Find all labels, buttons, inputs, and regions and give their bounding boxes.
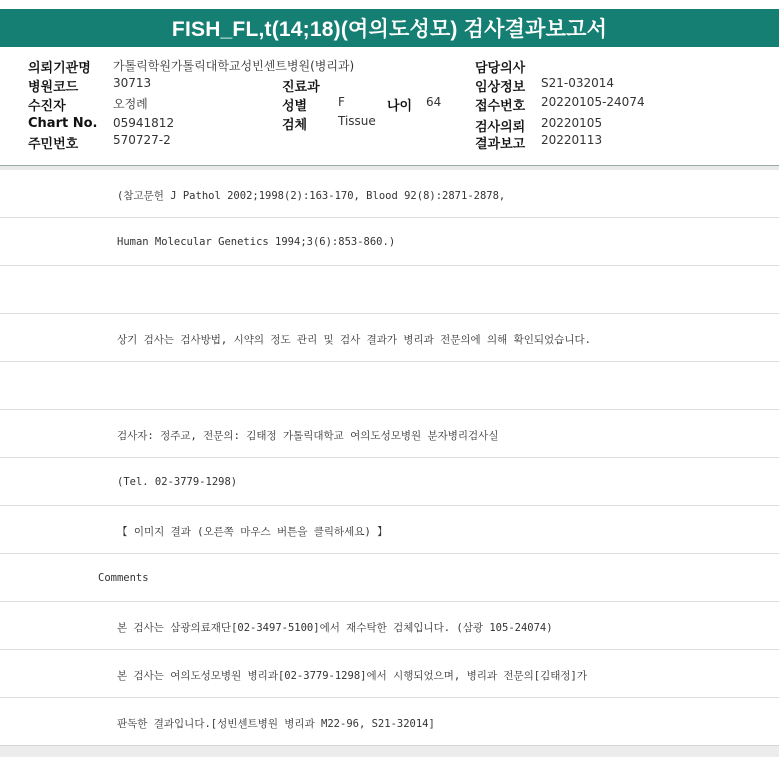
request-date-label: 검사의뢰 [475,120,526,135]
sex-value: F [338,95,345,109]
result-line: 본 검사는 여의도성모병원 병리과[02-3779-1298]에서 시행되었으며, 병리과 전문의[김태정]가 [117,670,587,682]
specimen-label: 검체 [282,118,308,133]
reception-no-value: 20220105-24074 [541,95,645,109]
hospital-code-value: 30713 [113,76,152,90]
result-row [0,698,779,746]
result-line: 상기 검사는 검사방법, 시약의 정도 관리 및 검사 결과가 병리과 전문의에 의해 확인되었습니다. [117,334,591,346]
patient-label: 수진자 [28,99,66,114]
result-line: 검사자: 정주교, 전문의: 김태정 가톨릭대학교 여의도성모병원 분자병리검사실 [117,430,499,442]
clinical-info-label: 임상정보 [475,80,526,95]
age-label: 나이 [387,99,413,114]
result-line: 판독한 결과입니다.[성빈센트병원 병리과 M22-96, S21-32014] [117,718,435,730]
result-row [0,266,779,314]
result-row [0,314,779,362]
reception-no-label: 접수번호 [475,99,526,114]
specimen-value: Tissue [338,114,376,128]
result-row [0,554,779,602]
institution-label: 의뢰기관명 [28,61,91,76]
comments-heading: Comments [98,572,149,584]
result-row [0,458,779,506]
resident-no-value: 570727-2 [113,133,171,147]
result-line: (참고문헌 J Pathol 2002;1998(2):163-170, Blood 92(8):2871-2878, [117,190,506,202]
report-date-label: 결과보고 [475,137,526,152]
result-row [0,170,779,218]
result-row [0,410,779,458]
clinical-info-value: S21-032014 [541,76,615,90]
chart-no-value: 05941812 [113,116,175,130]
result-row [0,650,779,698]
resident-no-label: 주민번호 [28,137,79,152]
report-title: FISH_FL,t(14;18)(여의도성모) 검사결과보고서 [0,9,779,47]
image-result-link[interactable]: 【 이미지 결과 (오른쪽 마우스 버튼을 클릭하세요) 】 [117,526,388,538]
result-line: Human Molecular Genetics 1994;3(6):853-860.) [117,236,396,248]
result-row [0,218,779,266]
patient-value: 오정례 [113,97,148,111]
horizontal-scrollbar[interactable] [0,745,779,757]
result-row [0,602,779,650]
result-row[interactable] [0,506,779,554]
age-value: 64 [426,95,442,109]
patient-info-panel [0,51,779,166]
hospital-code-label: 병원코드 [28,80,79,95]
department-label: 진료과 [282,80,320,95]
sex-label: 성별 [282,99,308,114]
doctor-label: 담당의사 [475,61,526,76]
report-date-value: 20220113 [541,133,603,147]
result-line: 본 검사는 삼광의료재단[02-3497-5100]에서 재수탁한 검체입니다. (삼광 105-24074) [117,622,553,634]
result-row [0,362,779,410]
result-line: (Tel. 02-3779-1298) [117,476,238,488]
request-date-value: 20220105 [541,116,603,130]
institution-value: 가톨릭학원가톨릭대학교성빈센트병원(병리과) [113,59,355,73]
chart-no-label: Chart No. [28,116,98,131]
